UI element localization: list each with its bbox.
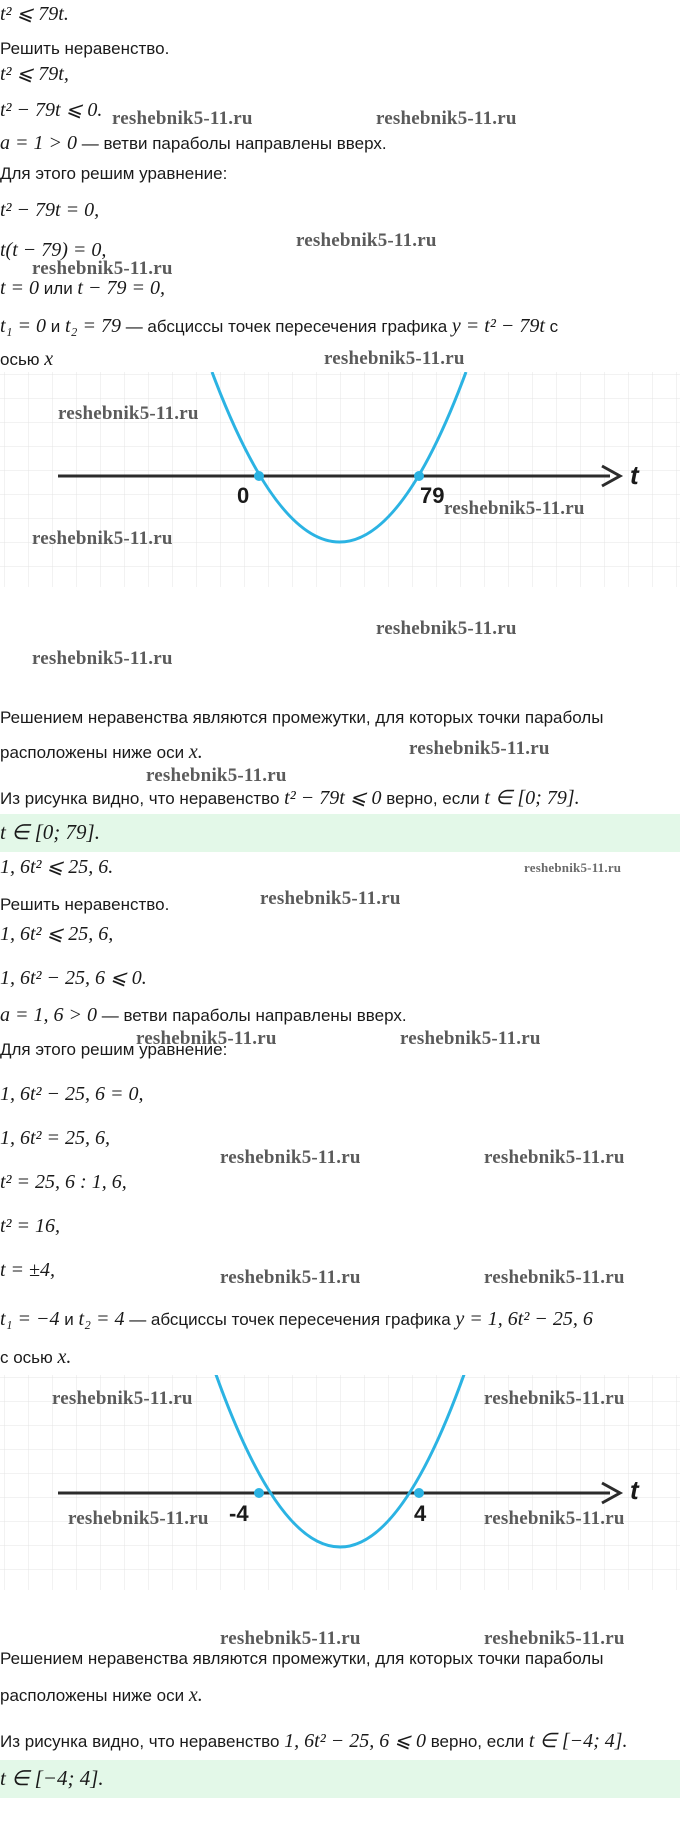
watermark: reshebnik5-11.ru	[220, 1147, 361, 1168]
ineq-1b: t² − 79t ⩽ 0.	[0, 99, 103, 121]
watermark: reshebnik5-11.ru	[146, 765, 287, 786]
root-point-left	[254, 471, 264, 481]
watermark: reshebnik5-11.ru	[524, 860, 622, 875]
watermark: reshebnik5-11.ru	[32, 258, 173, 279]
root-point-left	[254, 1488, 264, 1498]
heading-1: Решить неравенство.	[0, 39, 170, 58]
eq-2b: 1, 6t² = 25, 6,	[0, 1127, 111, 1149]
root-label-left: 0	[237, 483, 250, 508]
eq-2d: t² = 16,	[0, 1215, 61, 1237]
watermark: reshebnik5-11.ru	[112, 108, 253, 129]
watermark: reshebnik5-11.ru	[296, 230, 437, 251]
root-label-right: 79	[420, 483, 445, 508]
eq-1b: t(t − 79) = 0,	[0, 239, 107, 261]
root-label-left: -4	[229, 1501, 249, 1526]
watermark: reshebnik5-11.ru	[52, 1388, 193, 1409]
watermark: reshebnik5-11.ru	[484, 1147, 625, 1168]
task-1: t² ⩽ 79t.	[0, 3, 69, 25]
watermark: reshebnik5-11.ru	[32, 648, 173, 669]
heading-2: Решить неравенство.	[0, 895, 170, 914]
watermark: reshebnik5-11.ru	[324, 348, 465, 369]
eq-2e: t = ±4,	[0, 1259, 56, 1281]
ineq-2a: 1, 6t² ⩽ 25, 6,	[0, 923, 114, 945]
watermark: reshebnik5-11.ru	[220, 1628, 361, 1649]
watermark: reshebnik5-11.ru	[260, 888, 401, 909]
ineq-2b: 1, 6t² − 25, 6 ⩽ 0.	[0, 967, 147, 989]
watermark: reshebnik5-11.ru	[376, 618, 517, 639]
root-point-right	[414, 471, 424, 481]
axis-label: t	[630, 460, 639, 490]
roots-2: t₁ = −4 и t₂ = 4 — абсциссы точек пересечения графика y = 1, 6t² − 25, 6	[0, 1308, 593, 1330]
answer-box-2	[0, 1760, 680, 1798]
conclusion-1b: расположены ниже оси x.	[0, 741, 203, 763]
eq-2c: t² = 25, 6 : 1, 6,	[0, 1171, 127, 1193]
conclusion-2b: расположены ниже оси x.	[0, 1684, 203, 1706]
eq-1a: t² − 79t = 0,	[0, 199, 100, 221]
watermark: reshebnik5-11.ru	[409, 738, 550, 759]
answer-2: t ∈ [−4; 4].	[0, 1766, 104, 1790]
root-label-right: 4	[414, 1501, 427, 1526]
axis-line-1: осью x	[0, 348, 54, 370]
eq-2a: 1, 6t² − 25, 6 = 0,	[0, 1083, 144, 1105]
root-point-right	[414, 1488, 424, 1498]
watermark: reshebnik5-11.ru	[32, 528, 173, 549]
answer-1: t ∈ [0; 79].	[0, 820, 100, 844]
watermark: reshebnik5-11.ru	[58, 403, 199, 424]
task-2: 1, 6t² ⩽ 25, 6.	[0, 856, 114, 878]
conclusion-2a: Решением неравенства являются промежутки, для которых точки параболы	[0, 1649, 604, 1668]
axis-label: t	[630, 1475, 639, 1505]
watermark: reshebnik5-11.ru	[136, 1028, 277, 1049]
watermark: reshebnik5-11.ru	[444, 498, 585, 519]
answer-box-1	[0, 814, 680, 852]
conclusion-2c: Из рисунка видно, что неравенство 1, 6t² − 25, 6 ⩽ 0 верно, если t ∈ [−4; 4].	[0, 1730, 628, 1752]
solve-intro-1: Для этого решим уравнение:	[0, 164, 228, 183]
watermark: reshebnik5-11.ru	[376, 108, 517, 129]
conclusion-1c: Из рисунка видно, что неравенство t² − 79t ⩽ 0 верно, если t ∈ [0; 79].	[0, 787, 580, 809]
watermark: reshebnik5-11.ru	[484, 1628, 625, 1649]
solve-intro-2: Для этого решим уравнение:	[0, 1040, 228, 1059]
ineq-1a: t² ⩽ 79t,	[0, 63, 69, 85]
branches-2: a = 1, 6 > 0 — ветви параболы направлены вверх.	[0, 1004, 407, 1026]
conclusion-1a: Решением неравенства являются промежутки, для которых точки параболы	[0, 708, 604, 727]
watermark: reshebnik5-11.ru	[220, 1267, 361, 1288]
watermark: reshebnik5-11.ru	[484, 1267, 625, 1288]
eq-1c: t = 0 или t − 79 = 0,	[0, 277, 165, 299]
roots-1: t₁ = 0 и t₂ = 79 — абсциссы точек пересечения графика y = t² − 79t с	[0, 315, 559, 337]
watermark: reshebnik5-11.ru	[484, 1508, 625, 1529]
axis-line-2: с осью x.	[0, 1346, 72, 1368]
watermark: reshebnik5-11.ru	[68, 1508, 209, 1529]
watermark: reshebnik5-11.ru	[484, 1388, 625, 1409]
branches-1: a = 1 > 0 — ветви параболы направлены вверх.	[0, 132, 387, 154]
watermark: reshebnik5-11.ru	[400, 1028, 541, 1049]
